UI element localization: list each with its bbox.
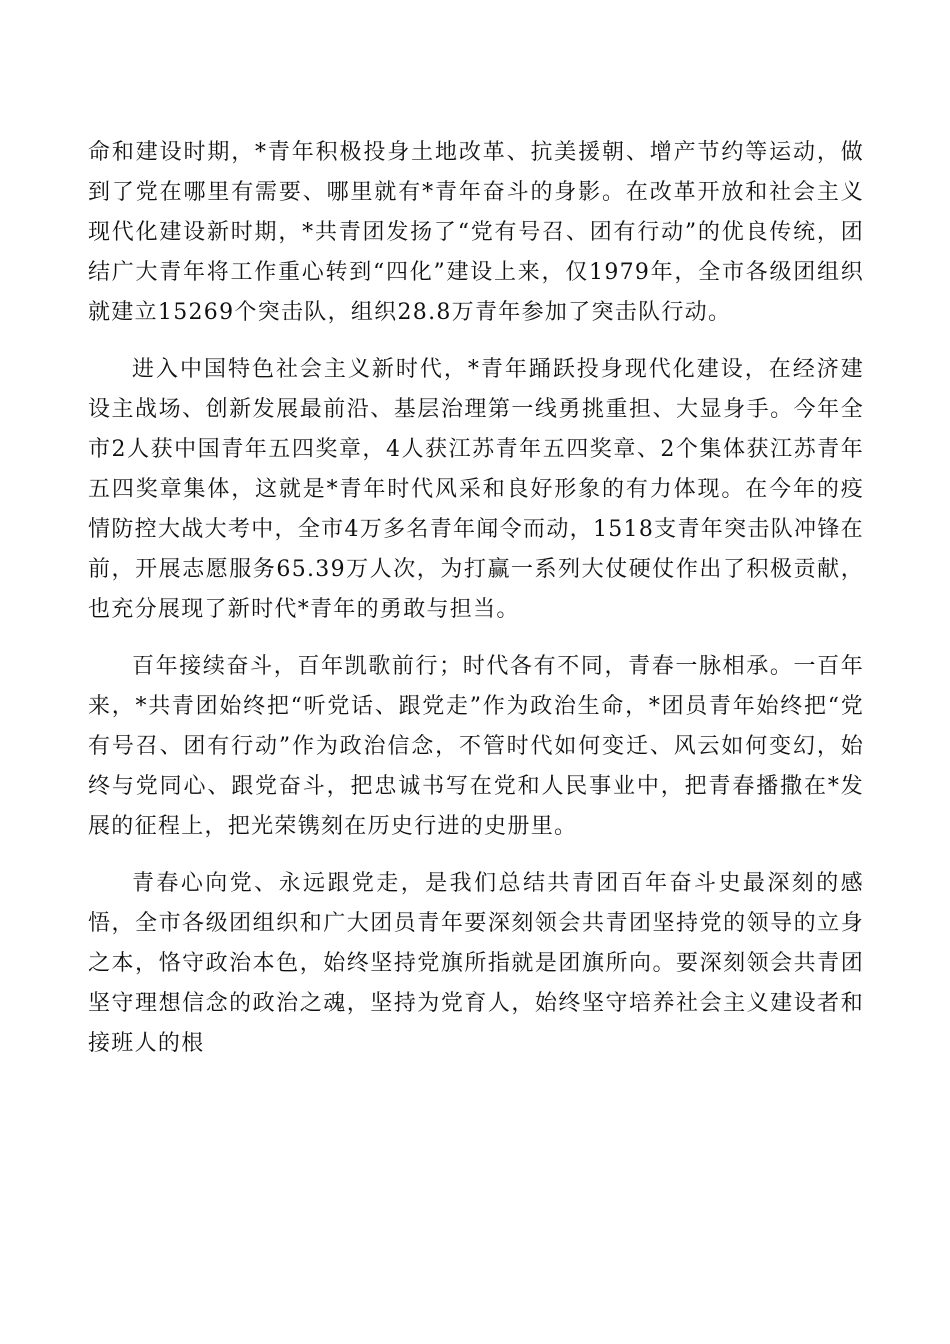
paragraph-4: 青春心向党、永远跟党走，是我们总结共青团百年奋斗史最深刻的感悟，全市各级团组织和广大团员青年要深刻领会共青团坚持党的领导的立身之本，恪守政治本色，始终坚持党旗所指就是团旗所向。要深刻领会共青团坚守理想信念的政治之魂，坚持为党育人，始终坚守培养社会主义建设者和接班人的根: [88, 871, 864, 1056]
paragraph-2: 进入中国特色社会主义新时代，*青年踊跃投身现代化建设，在经济建设主战场、创新发展最前沿、基层治理第一线勇挑重担、大显身手。今年全市2人获中国青年五四奖章，4人获江苏青年五四奖章、2个集体获江苏青年五四奖章集体，这就是*青年时代风采和良好形象的有力体现。在今年的疫情防控大战大考中，全市4万多名青年闻令而动，1518支青年突击队冲锋在前，开展志愿服务65.39万人次，为打赢一系列大仗硬仗作出了积极贡献，也充分展现了新时代*青年的勇敢与担当。: [88, 357, 864, 622]
document-body: [88, 133, 864, 1081]
paragraph-1: 命和建设时期，*青年积极投身土地改革、抗美援朝、增产节约等运动，做到了党在哪里有需要、哪里就有*青年奋斗的身影。在改革开放和社会主义现代化建设新时期，*共青团发扬了“党有号召、团有行动”的优良传统，团结广大青年将工作重心转到“四化”建设上来，仅1979年，全市各级团组织就建立15269个突击队，组织28.8万青年参加了突击队行动。: [88, 140, 864, 325]
paragraph-3: 百年接续奋斗，百年凯歌前行；时代各有不同，青春一脉相承。一百年来，*共青团始终把“听党话、跟党走”作为政治生命，*团员青年始终把“党有号召、团有行动”作为政治信念，不管时代如何变迁、风云如何变幻，始终与党同心、跟党奋斗，把忠诚书写在党和人民事业中，把青春播撒在*发展的征程上，把光荣镌刻在历史行进的史册里。: [88, 654, 864, 839]
